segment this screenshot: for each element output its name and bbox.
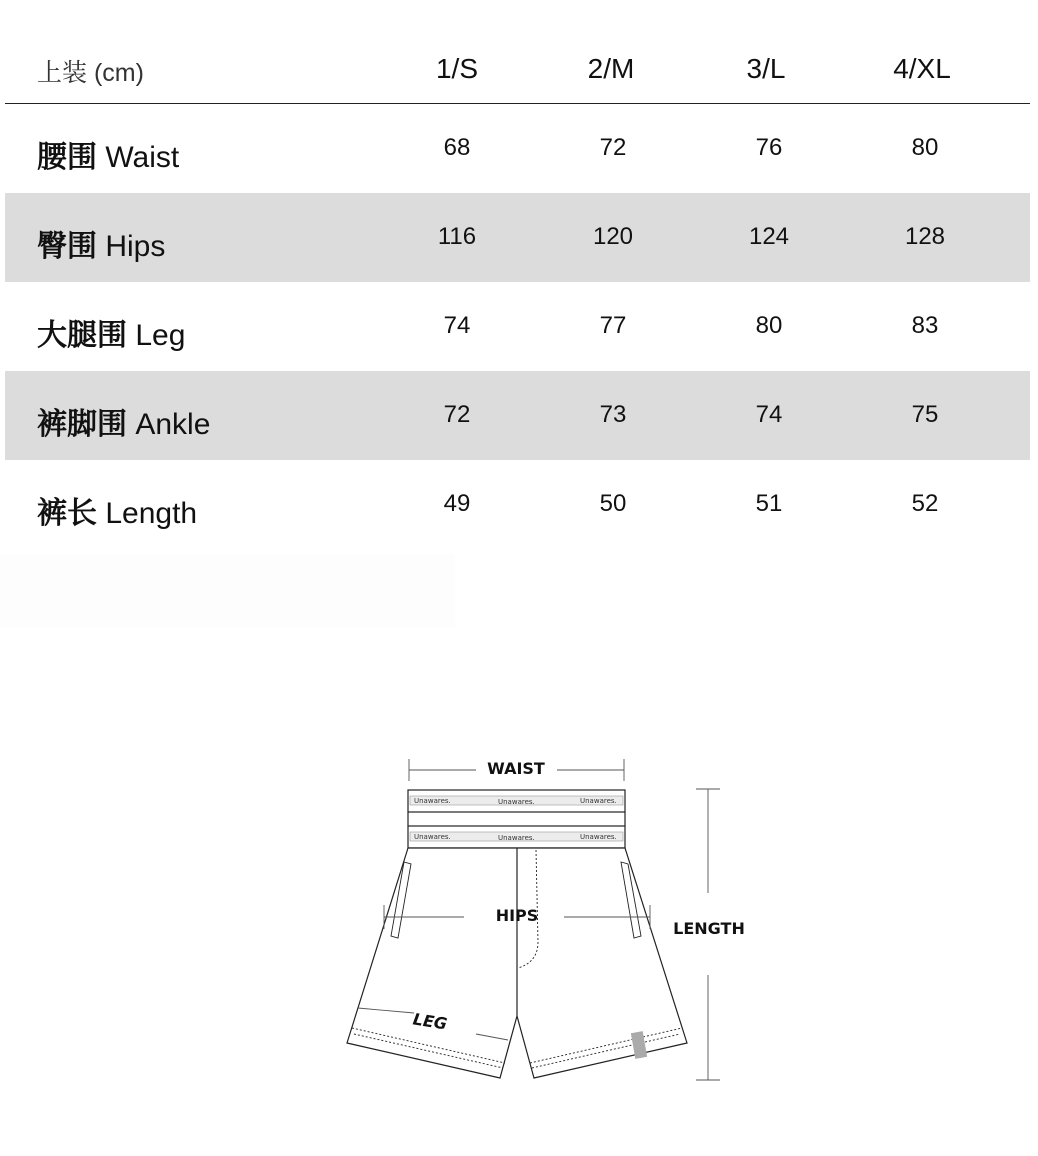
hips-label: HIPS — [495, 906, 539, 925]
row-label-zh: 腰围 — [37, 141, 97, 174]
table-cell: 73 — [599, 401, 627, 428]
table-cell: 120 — [592, 223, 634, 250]
table-row-waist — [5, 104, 1030, 193]
brand-text: Unawares. — [580, 833, 617, 841]
brand-text: Unawares. — [414, 833, 451, 841]
table-cell: 68 — [443, 134, 471, 161]
table-cell: 51 — [755, 490, 783, 517]
row-label — [37, 132, 179, 176]
brand-text: Unawares. — [580, 797, 617, 805]
table-header — [5, 0, 1030, 104]
faint-band — [0, 555, 455, 628]
column-header-2m: 2/M — [587, 53, 635, 84]
row-label — [37, 310, 185, 354]
row-label — [37, 488, 197, 532]
brand-text: Unawares. — [414, 797, 451, 805]
table-cell: 49 — [443, 490, 471, 517]
table-cell: 74 — [443, 312, 471, 339]
row-label-en: Waist — [105, 141, 180, 174]
column-header-4xl: 4/XL — [893, 53, 951, 84]
table-cell: 74 — [755, 401, 783, 428]
table-cell: 72 — [599, 134, 627, 161]
table-cell: 77 — [599, 312, 627, 339]
table-cell: 50 — [599, 490, 627, 517]
table-cell: 128 — [904, 223, 946, 250]
row-label-zh: 裤脚围 — [37, 408, 127, 441]
unit-label: 上装 (cm) — [37, 59, 144, 87]
row-label-en: Hips — [105, 230, 166, 263]
table-cell: 124 — [748, 223, 790, 250]
leg-label: LEG — [411, 1009, 449, 1034]
table-cell: 76 — [755, 134, 783, 161]
row-label-en: Length — [105, 497, 198, 530]
table-row-ankle — [5, 371, 1030, 460]
length-label: LENGTH — [673, 919, 745, 938]
table-row-length — [5, 460, 1030, 549]
table-cell: 80 — [911, 134, 939, 161]
table-cell: 80 — [755, 312, 783, 339]
column-header-3l: 3/L — [746, 53, 786, 84]
brand-text: Unawares. — [498, 798, 535, 806]
row-label — [37, 399, 210, 443]
waist-label: WAIST — [487, 759, 545, 778]
table-cell: 72 — [443, 401, 471, 428]
table-cell: 83 — [911, 312, 939, 339]
table-cell: 75 — [911, 401, 939, 428]
table-cell: 116 — [437, 223, 477, 250]
table-cell: 52 — [911, 490, 939, 517]
row-label-en: Leg — [135, 319, 186, 352]
brand-text: Unawares. — [498, 834, 535, 842]
table-row-leg — [5, 282, 1030, 371]
row-label-zh: 大腿围 — [37, 319, 127, 352]
row-label — [37, 221, 165, 265]
table-row-hips — [5, 193, 1030, 282]
column-header-1s: 1/S — [435, 53, 479, 84]
row-label-en: Ankle — [135, 408, 211, 441]
row-label-zh: 臀围 — [37, 230, 97, 263]
row-label-zh: 裤长 — [37, 497, 97, 530]
